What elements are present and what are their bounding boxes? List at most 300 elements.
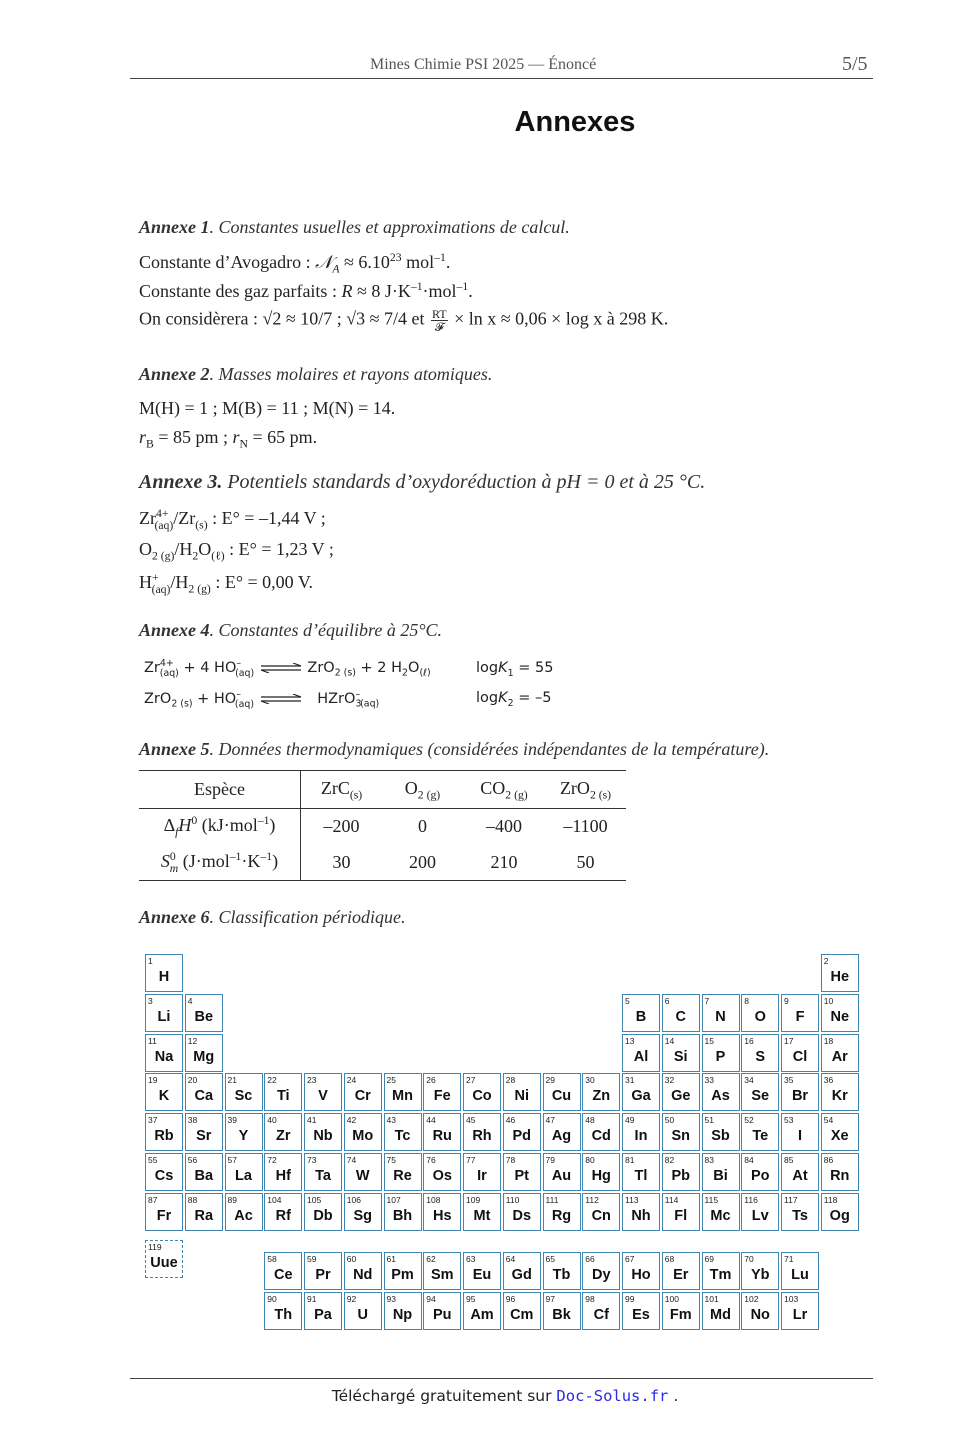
header-zro2 — [545, 771, 626, 809]
element-cell-fm — [662, 1292, 700, 1330]
footer-rule — [130, 1378, 873, 1379]
element-cell-cu — [543, 1073, 581, 1111]
atomic-number: 39 — [227, 1115, 237, 1125]
element-symbol: Fl — [674, 1207, 688, 1224]
element-symbol: Y — [238, 1128, 249, 1144]
gas-exp1: –1 — [410, 280, 423, 293]
radius-n-sub: N — [239, 437, 248, 451]
table-row — [139, 809, 626, 845]
eq-reagent: + HO — [192, 690, 237, 707]
element-cell-ba — [185, 1153, 223, 1191]
species-state: 2 (g) — [505, 788, 528, 802]
radius-b-symbol: r — [139, 427, 147, 447]
element-cell-as — [702, 1073, 740, 1111]
element-cell-md — [702, 1292, 740, 1330]
element-symbol: Zr — [276, 1128, 291, 1144]
element-cell-se — [741, 1073, 779, 1111]
element-symbol: At — [792, 1167, 808, 1184]
element-cell-te — [741, 1113, 779, 1151]
element-symbol: Ra — [194, 1207, 214, 1224]
avogadro-symbol: 𝒩 — [315, 252, 333, 272]
element-symbol: Sr — [196, 1128, 212, 1144]
atomic-number: 40 — [267, 1115, 277, 1125]
element-symbol: Be — [194, 1008, 214, 1025]
element-symbol: Pm — [391, 1267, 414, 1283]
s-sub: m — [169, 861, 179, 875]
standard-sup: 0 — [191, 814, 198, 828]
table-cell: –200 — [323, 816, 360, 837]
element-cell-v — [304, 1073, 342, 1111]
k-index: 1 — [507, 667, 514, 679]
element-cell-fl — [662, 1193, 700, 1231]
avogadro-value: ≈ 6.10 — [339, 252, 390, 272]
table-cell: –1100 — [563, 816, 608, 837]
element-cell-o — [741, 994, 779, 1032]
atomic-number: 102 — [744, 1294, 759, 1304]
eq-lhs-state: (aq) — [159, 667, 179, 679]
atomic-number: 112 — [585, 1194, 599, 1205]
radius-n-value: = 65 pm. — [247, 427, 318, 447]
eq-rhs-state: (aq) — [360, 698, 380, 710]
table-row — [139, 845, 626, 881]
element-cell-mn — [384, 1073, 422, 1111]
atomic-number: 56 — [187, 1154, 198, 1165]
element-symbol: Na — [154, 1048, 174, 1065]
atomic-number: 16 — [744, 1035, 754, 1046]
element-cell-ca — [185, 1073, 223, 1111]
atomic-number: 76 — [426, 1154, 436, 1165]
eq-lhs: Zr — [144, 659, 160, 676]
element-symbol: Ag — [551, 1128, 572, 1144]
footer-end: . — [668, 1387, 679, 1405]
element-symbol: N — [715, 1008, 726, 1025]
eq-rhs-sub: 3 — [355, 698, 362, 710]
element-symbol: Og — [829, 1207, 850, 1224]
element-symbol: Db — [313, 1207, 333, 1224]
atomic-number: 34 — [744, 1075, 754, 1086]
element-cell-no — [741, 1292, 779, 1330]
atomic-number: 42 — [346, 1115, 357, 1125]
element-cell-be — [185, 994, 223, 1032]
eq-rhs2-sub: 2 — [402, 667, 409, 679]
radius-b-sub: B — [146, 437, 154, 451]
element-cell-nh — [622, 1193, 660, 1231]
element-symbol: Se — [751, 1088, 770, 1105]
atomic-number: 99 — [625, 1294, 635, 1304]
element-cell-mc — [702, 1193, 740, 1231]
atomic-number: 98 — [585, 1294, 595, 1304]
element-cell-p — [702, 1034, 740, 1072]
element-symbol: Lv — [751, 1207, 769, 1224]
element-cell-ni — [503, 1073, 541, 1111]
element-symbol: Am — [470, 1307, 494, 1323]
unit-end: ) — [272, 850, 279, 871]
element-symbol: Ti — [276, 1088, 290, 1105]
atomic-number: 13 — [625, 1035, 635, 1046]
avogadro-line — [139, 251, 450, 276]
element-symbol: Pr — [315, 1267, 331, 1283]
atomic-number: 72 — [267, 1154, 277, 1165]
atomic-number: 4 — [187, 995, 193, 1006]
atomic-number: 114 — [664, 1194, 679, 1205]
element-cell-mt — [463, 1193, 501, 1231]
element-cell-hs — [423, 1193, 461, 1231]
element-cell-y — [225, 1113, 263, 1151]
eq-rhs-charge: – — [355, 689, 361, 700]
element-symbol: V — [318, 1088, 328, 1105]
element-symbol: Bh — [392, 1207, 413, 1224]
element-symbol: Sm — [430, 1267, 454, 1283]
element-cell-sm — [423, 1252, 461, 1290]
element-cell-w — [344, 1153, 382, 1191]
element-symbol: Lr — [792, 1307, 808, 1323]
atomic-number: 90 — [267, 1294, 277, 1304]
element-symbol: Cr — [354, 1088, 371, 1105]
gas-constant-line — [139, 280, 473, 302]
element-symbol: Au — [551, 1167, 572, 1184]
element-cell-tc — [384, 1113, 422, 1151]
element-cell-am — [463, 1292, 501, 1330]
atomic-number: 12 — [187, 1035, 198, 1046]
element-symbol: Uue — [150, 1255, 178, 1271]
element-symbol: Yb — [750, 1267, 770, 1283]
unit-exp: –1 — [229, 849, 242, 863]
radius-b-value: = 85 pm ; — [153, 427, 233, 447]
page-number: 5/5 — [842, 53, 868, 75]
element-cell-si — [662, 1034, 700, 1072]
atomic-number: 55 — [148, 1154, 158, 1165]
redox-couple-zr — [139, 507, 326, 532]
atomic-number: 93 — [386, 1294, 396, 1304]
atomic-number: 63 — [466, 1254, 476, 1264]
thermo-table — [139, 770, 626, 881]
element-cell-mg — [185, 1034, 223, 1072]
couple-ox-state: 2 (g) — [152, 549, 175, 563]
atomic-number: 78 — [505, 1154, 516, 1165]
element-symbol: In — [634, 1128, 648, 1144]
atomic-number: 107 — [386, 1194, 401, 1205]
element-symbol: La — [235, 1167, 252, 1184]
element-symbol: Fe — [433, 1088, 451, 1105]
atomic-number: 36 — [823, 1075, 834, 1086]
element-symbol: Rh — [472, 1128, 492, 1144]
header-rule — [130, 78, 873, 79]
unit: (J·mol — [178, 850, 230, 871]
atomic-number: 2 — [823, 956, 829, 966]
approximations-line — [139, 308, 668, 333]
page-title: Annexes — [514, 106, 636, 138]
atomic-number: 3 — [148, 995, 153, 1006]
element-symbol: Ge — [671, 1088, 691, 1105]
unit-mid: ·K — [241, 850, 261, 871]
element-cell-yb — [741, 1252, 779, 1290]
atomic-number: 32 — [664, 1075, 675, 1086]
element-cell-ag — [543, 1113, 581, 1151]
element-cell-nb — [304, 1113, 342, 1151]
element-symbol: Nh — [631, 1207, 651, 1224]
element-symbol: Os — [432, 1167, 452, 1184]
atomic-number: 70 — [744, 1254, 754, 1264]
atomic-number: 108 — [426, 1194, 441, 1205]
couple-ox: O — [139, 539, 152, 559]
element-cell-au — [543, 1153, 581, 1191]
element-symbol: K — [158, 1088, 170, 1105]
atomic-number: 52 — [744, 1115, 754, 1125]
element-symbol: Hg — [591, 1167, 611, 1184]
element-symbol: Sn — [671, 1128, 691, 1144]
atomic-number: 89 — [227, 1194, 237, 1205]
element-cell-ta — [304, 1153, 342, 1191]
couple-red-state: (s) — [195, 518, 208, 532]
k-index: 2 — [507, 697, 514, 709]
approx-sqrt3: √3 ≈ 7/4 et — [346, 308, 429, 329]
element-symbol: Cd — [591, 1128, 611, 1144]
atomic-number: 79 — [545, 1154, 555, 1165]
atomic-number: 101 — [704, 1294, 719, 1304]
atomic-number: 109 — [466, 1194, 481, 1205]
element-symbol: Mn — [392, 1088, 413, 1105]
fraction-denominator: 𝓕 — [434, 320, 444, 334]
element-symbol: Ca — [194, 1088, 214, 1105]
atomic-number: 96 — [505, 1294, 516, 1304]
element-cell-al — [622, 1034, 660, 1072]
fraction-numerator: RT — [431, 307, 447, 321]
eq-lhs-charge: 4+ — [159, 658, 174, 669]
avogadro-unit-exp: –1 — [434, 251, 446, 264]
avogadro-end: . — [445, 252, 451, 272]
element-cell-fr — [145, 1193, 183, 1231]
element-symbol: Pd — [512, 1128, 532, 1144]
element-cell-b — [622, 994, 660, 1032]
annexe6-title: . Classification périodique. — [209, 907, 406, 927]
element-cell-cn — [582, 1193, 620, 1231]
avogadro-text: Constante d’Avogadro : — [139, 252, 316, 272]
atomic-number: 113 — [625, 1194, 639, 1205]
atomic-number: 91 — [307, 1294, 317, 1304]
gas-end: . — [468, 281, 473, 301]
element-cell-bh — [384, 1193, 422, 1231]
atomic-number: 31 — [625, 1075, 635, 1086]
element-symbol: Ar — [831, 1048, 848, 1065]
element-cell-la — [225, 1153, 263, 1191]
atomic-number: 24 — [346, 1075, 357, 1086]
element-symbol: Ce — [273, 1267, 293, 1283]
unit-exp: –1 — [260, 849, 273, 863]
element-symbol: Mg — [193, 1048, 215, 1065]
element-symbol: Es — [632, 1307, 650, 1323]
annexe6-heading — [139, 907, 406, 928]
approx-sqrt2: √2 ≈ 10/7 ; — [262, 308, 347, 329]
element-cell-li — [145, 994, 183, 1032]
gas-text: Constante des gaz parfaits : — [139, 281, 342, 301]
element-symbol: Rn — [830, 1167, 850, 1184]
element-symbol: Ts — [792, 1207, 808, 1224]
element-cell-na — [145, 1034, 183, 1072]
standard-sup: 0 — [169, 849, 176, 863]
element-symbol: F — [795, 1008, 805, 1025]
atomic-number: 73 — [307, 1154, 317, 1165]
element-cell-sb — [702, 1113, 740, 1151]
atomic-number: 5 — [625, 995, 630, 1006]
element-symbol: Ir — [477, 1167, 487, 1184]
eq-rhs: HZrO — [317, 690, 356, 707]
element-cell-hf — [264, 1153, 302, 1191]
atomic-number: 74 — [346, 1154, 357, 1165]
delta-symbol: Δ — [163, 815, 176, 836]
annexe1-label: Annexe 1 — [139, 217, 210, 237]
element-cell-er — [662, 1252, 700, 1290]
eq-reagent-state: (aq) — [235, 667, 255, 679]
element-cell-dy — [582, 1252, 620, 1290]
element-cell-bi — [702, 1153, 740, 1191]
element-cell-tl — [622, 1153, 660, 1191]
atomic-number: 10 — [823, 995, 834, 1006]
element-cell-pd — [503, 1113, 541, 1151]
element-cell-pt — [503, 1153, 541, 1191]
element-cell-pu — [423, 1292, 461, 1330]
atomic-number: 116 — [744, 1194, 758, 1205]
atomic-number: 110 — [505, 1194, 520, 1205]
unit: (kJ·mol — [197, 815, 258, 836]
gas-mid: ·mol — [422, 281, 457, 301]
equilibrium-arrow-icon — [259, 663, 303, 673]
element-cell-fe — [423, 1073, 461, 1111]
element-cell-bk — [543, 1292, 581, 1330]
atomic-number: 82 — [664, 1154, 675, 1165]
annexe6-label: Annexe 6 — [139, 907, 210, 927]
element-symbol: Tm — [709, 1267, 732, 1283]
element-symbol: Cu — [551, 1088, 572, 1105]
eq-lhs-state: 2 (s) — [171, 698, 193, 710]
atomic-number: 88 — [187, 1194, 198, 1205]
equilibrium-arrow-icon — [259, 694, 303, 704]
element-symbol: No — [750, 1307, 770, 1323]
element-symbol: Tc — [394, 1128, 411, 1144]
element-symbol: Ga — [631, 1088, 651, 1105]
atomic-number: 48 — [585, 1115, 595, 1125]
radius-n-symbol: r — [232, 427, 240, 447]
element-symbol: Eu — [472, 1267, 492, 1283]
element-symbol: Np — [392, 1307, 413, 1323]
element-symbol: Cf — [593, 1307, 609, 1323]
element-cell-sg — [344, 1193, 382, 1231]
atomic-number: 58 — [267, 1254, 277, 1264]
approx-text: On considèrera : — [139, 308, 263, 329]
atomic-number: 17 — [784, 1035, 794, 1046]
header-co2 — [463, 771, 545, 809]
species-name: ZrC — [320, 777, 350, 798]
atomic-number: 57 — [227, 1154, 237, 1165]
atomic-number: 100 — [664, 1294, 679, 1304]
atomic-radii-line — [139, 427, 317, 451]
equilibrium-1-constant — [476, 660, 553, 679]
element-symbol: Ru — [432, 1128, 452, 1144]
element-cell-gd — [503, 1252, 541, 1290]
s-symbol: S — [160, 850, 170, 871]
element-symbol: Sc — [234, 1088, 253, 1105]
element-cell-tm — [702, 1252, 740, 1290]
table-cell: 200 — [409, 851, 436, 872]
eq-reagent: + 4 HO — [178, 659, 237, 676]
element-symbol: Tb — [552, 1267, 571, 1283]
element-cell-uue — [145, 1240, 183, 1278]
element-symbol: Rb — [154, 1128, 174, 1144]
element-symbol: Br — [791, 1088, 809, 1105]
couple-ox-state: (aq) — [154, 518, 174, 532]
element-symbol: Hf — [275, 1167, 291, 1184]
atomic-number: 87 — [148, 1194, 158, 1205]
annexe4-label: Annexe 4 — [139, 620, 210, 640]
element-symbol: Po — [750, 1167, 770, 1184]
element-cell-k — [145, 1073, 183, 1111]
table-header-row — [139, 771, 626, 809]
atomic-number: 71 — [784, 1254, 794, 1264]
element-cell-ac — [225, 1193, 263, 1231]
element-symbol: Cn — [591, 1207, 611, 1224]
eq-lhs: ZrO — [144, 690, 172, 707]
annexe5-heading — [139, 739, 769, 760]
atomic-number: 25 — [386, 1075, 396, 1086]
entropy-label — [139, 845, 301, 881]
atomic-number: 54 — [823, 1115, 834, 1125]
couple-ox-charge: 4+ — [156, 507, 169, 520]
atomic-number: 33 — [704, 1075, 714, 1086]
atomic-number: 81 — [625, 1154, 635, 1165]
k-symbol: K — [498, 660, 508, 676]
element-cell-ga — [622, 1073, 660, 1111]
element-cell-tb — [543, 1252, 581, 1290]
element-symbol: Al — [633, 1048, 649, 1065]
atomic-number: 22 — [267, 1075, 277, 1086]
atomic-number: 94 — [426, 1294, 436, 1304]
element-symbol: Th — [274, 1307, 293, 1323]
element-cell-pr — [304, 1252, 342, 1290]
element-symbol: Pa — [314, 1307, 332, 1323]
footer-link[interactable]: Doc-Solus.fr — [556, 1387, 669, 1405]
element-cell-ir — [463, 1153, 501, 1191]
element-cell-sn — [662, 1113, 700, 1151]
atomic-number: 15 — [704, 1035, 714, 1046]
element-symbol: Nb — [313, 1128, 333, 1144]
element-symbol: U — [357, 1307, 368, 1323]
equilibrium-2-constant — [476, 690, 551, 709]
element-symbol: Xe — [830, 1128, 849, 1144]
atomic-number: 11 — [148, 1035, 157, 1046]
atomic-number: 6 — [664, 995, 670, 1006]
atomic-number: 95 — [466, 1294, 476, 1304]
enthalpy-label — [139, 809, 301, 845]
table-cell: –400 — [486, 816, 522, 837]
eq-reagent-charge: – — [236, 689, 241, 700]
atomic-number: 47 — [545, 1115, 555, 1125]
element-symbol: B — [635, 1008, 647, 1025]
element-cell-sr — [185, 1113, 223, 1151]
element-cell-ru — [423, 1113, 461, 1151]
element-cell-np — [384, 1292, 422, 1330]
couple-red: /H — [174, 539, 193, 559]
element-cell-lu — [781, 1252, 819, 1290]
atomic-number: 26 — [426, 1075, 436, 1086]
eq-rhs2: + 2 H — [355, 659, 403, 676]
header-o2 — [382, 771, 463, 809]
element-symbol: Bk — [552, 1307, 571, 1323]
element-cell-pm — [384, 1252, 422, 1290]
atomic-number: 65 — [545, 1254, 555, 1264]
species-state: 2 (g) — [417, 788, 441, 802]
couple-ox-charge: + — [152, 571, 159, 584]
element-cell-pa — [304, 1292, 342, 1330]
element-symbol: Er — [673, 1267, 689, 1283]
